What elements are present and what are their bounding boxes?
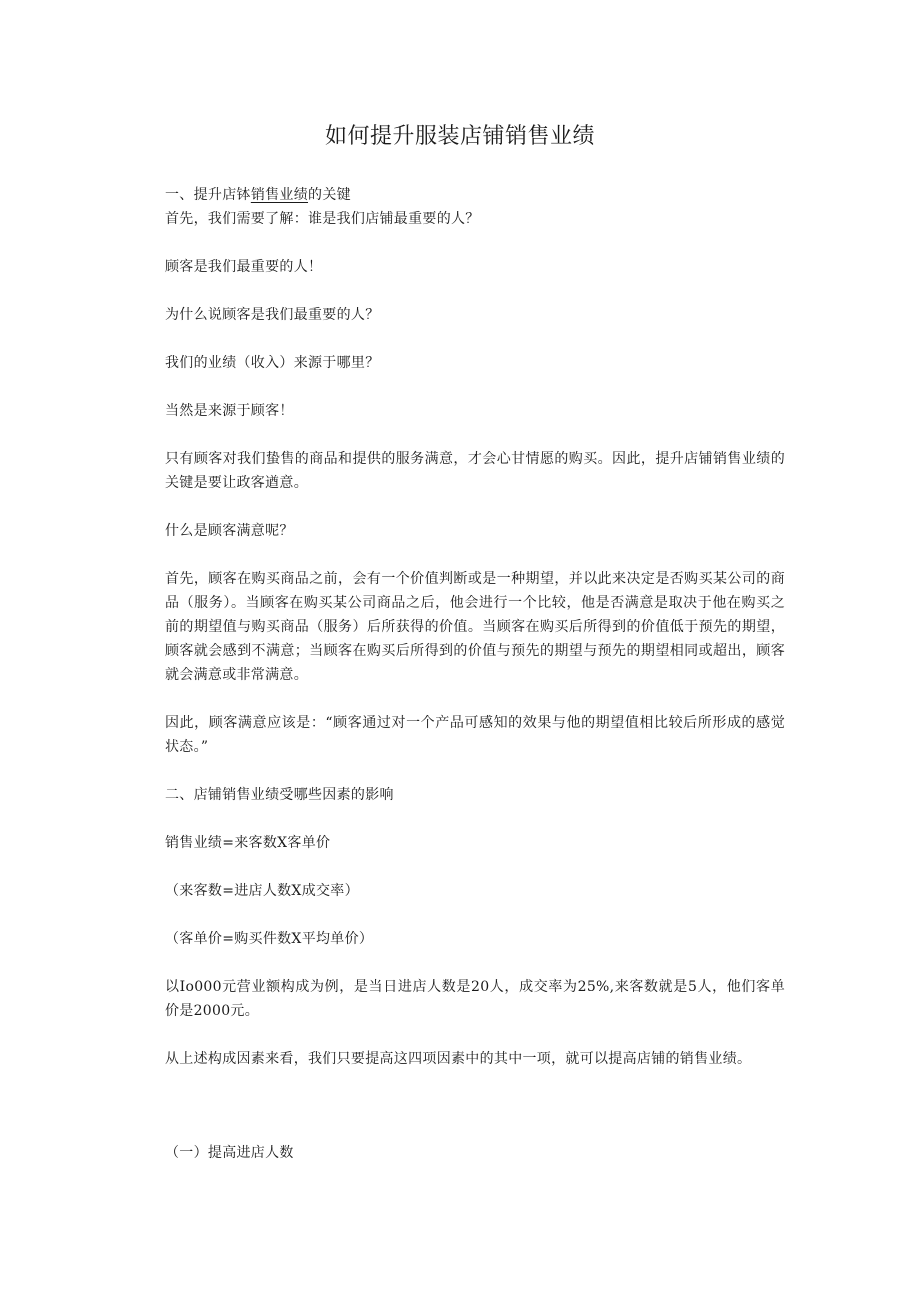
paragraph: 当然是来源于顾客！	[165, 403, 294, 419]
paragraph: 为什么说顾客是我们最重要的人？	[165, 307, 380, 323]
document-title: 如何提升服装店铺销售业绩	[324, 124, 595, 149]
paragraph: 因此，顾客满意应该是：“顾客通过对一个产品可感知的效果与他的期望值相比较后所形成的感觉状态。”	[165, 715, 785, 755]
subheading: （一）提高进店人数	[165, 1145, 294, 1161]
paragraph: 以Io000元营业额构成为例，是当日进店人数是20人，成交率为25%,来客数就是5人，他们客单价是2000元。	[165, 979, 785, 1019]
section-heading-1-suffix: 的关键	[308, 187, 351, 203]
sales-performance-link[interactable]: 销售业绩	[250, 187, 309, 203]
formula-line: （客单价=购买件数X平均单价）	[165, 931, 374, 947]
paragraph: 我们的业绩（收入）来源于哪里？	[165, 355, 380, 371]
formula-line: （来客数=进店人数X成交率）	[165, 883, 359, 899]
paragraph: 首先，我们需要了解：谁是我们店铺最重要的人？	[165, 211, 480, 227]
formula-line: 销售业绩=来客数X客单价	[165, 835, 331, 851]
paragraph: 只有顾客对我们蛰售的商品和提供的服务满意，才会心甘情愿的购买。因此，提升店铺销售业绩的关键是要让政客遒意。	[165, 451, 785, 491]
paragraph: 从上述构成因素来看，我们只要提高这四项因素中的其中一项，就可以提高店铺的销售业绩。	[165, 1051, 752, 1067]
paragraph: 什么是顾客满意呢？	[165, 523, 294, 539]
document-body	[165, 183, 785, 1165]
paragraph: 顾客是我们最重要的人！	[165, 259, 323, 275]
section-heading-1-text: 一、提升店钵	[165, 187, 251, 203]
section-heading-1	[165, 183, 785, 207]
section-heading-2: 二、店铺销售业绩受哪些因素的影响	[165, 787, 394, 803]
paragraph: 首先，顾客在购买商品之前，会有一个价值判断或是一种期望，并以此来决定是否购买某公司的商品（服务）。当顾客在购买某公司商品之后，他会进行一个比较，他是否满意是取决于他在购买之前的期望值与购买商品（服务）后所获得的价值。当顾客在购买后所得到的价值低于预先的期望，顾客就会感到不满意；当顾客在购买后所得到的价值与预先的期望与预先的期望相同或超出，顾客就会满意或非常满意。	[165, 571, 785, 683]
